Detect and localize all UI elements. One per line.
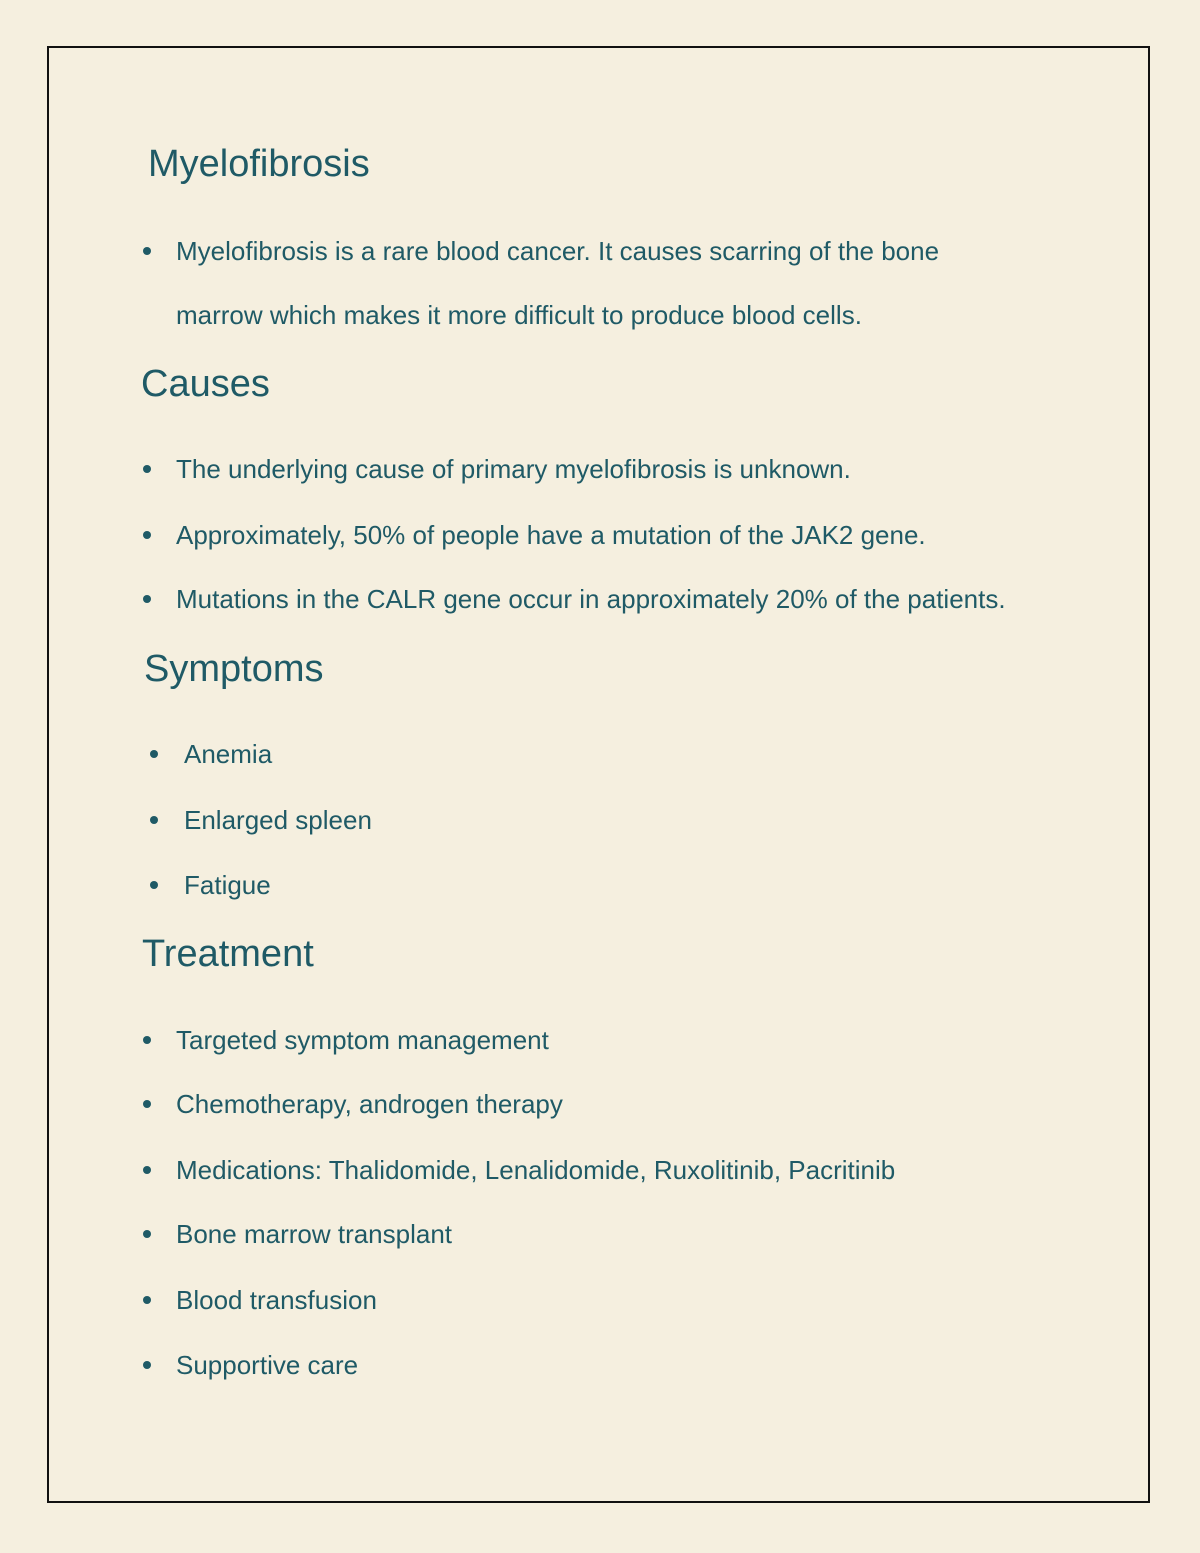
symptom-item: Fatigue: [184, 870, 271, 900]
treatment-item: Bone marrow transplant: [176, 1219, 453, 1249]
bullet-icon: [143, 1036, 151, 1044]
symptom-item: Enlarged spleen: [184, 805, 372, 835]
bullet-icon: [143, 595, 151, 603]
bullet-icon: [143, 1296, 151, 1304]
bullet-icon: [143, 1166, 151, 1174]
cause-item: Approximately, 50% of people have a mutation of the JAK2 gene.: [176, 520, 926, 550]
bullet-icon: [143, 531, 151, 539]
cause-item: Mutations in the CALR gene occur in approximately 20% of the patients.: [176, 584, 1006, 614]
bullet-icon: [143, 1100, 151, 1108]
bullet-icon: [143, 247, 151, 255]
treatment-item: Medications: Thalidomide, Lenalidomide, Ruxolitinib, Pacritinib: [176, 1155, 896, 1185]
heading-symptoms: Symptoms: [144, 648, 324, 690]
treatment-item: Targeted symptom management: [176, 1025, 549, 1055]
treatment-item: Blood transfusion: [176, 1285, 377, 1315]
heading-causes: Causes: [141, 363, 270, 405]
cause-item: The underlying cause of primary myelofibrosis is unknown.: [176, 454, 851, 484]
bullet-icon: [143, 1230, 151, 1238]
heading-treatment: Treatment: [142, 933, 314, 975]
bullet-icon: [143, 465, 151, 473]
bullet-icon: [150, 881, 158, 889]
heading-myelofibrosis: Myelofibrosis: [148, 143, 370, 185]
bullet-icon: [150, 816, 158, 824]
treatment-item: Supportive care: [176, 1350, 359, 1380]
definition-line-2: marrow which makes it more difficult to produce blood cells.: [176, 300, 862, 330]
bullet-icon: [143, 1361, 151, 1369]
definition-line-1: Myelofibrosis is a rare blood cancer. It causes scarring of the bone: [176, 236, 940, 266]
treatment-item: Chemotherapy, androgen therapy: [176, 1089, 563, 1119]
bullet-icon: [150, 750, 158, 758]
symptom-item: Anemia: [184, 739, 273, 769]
